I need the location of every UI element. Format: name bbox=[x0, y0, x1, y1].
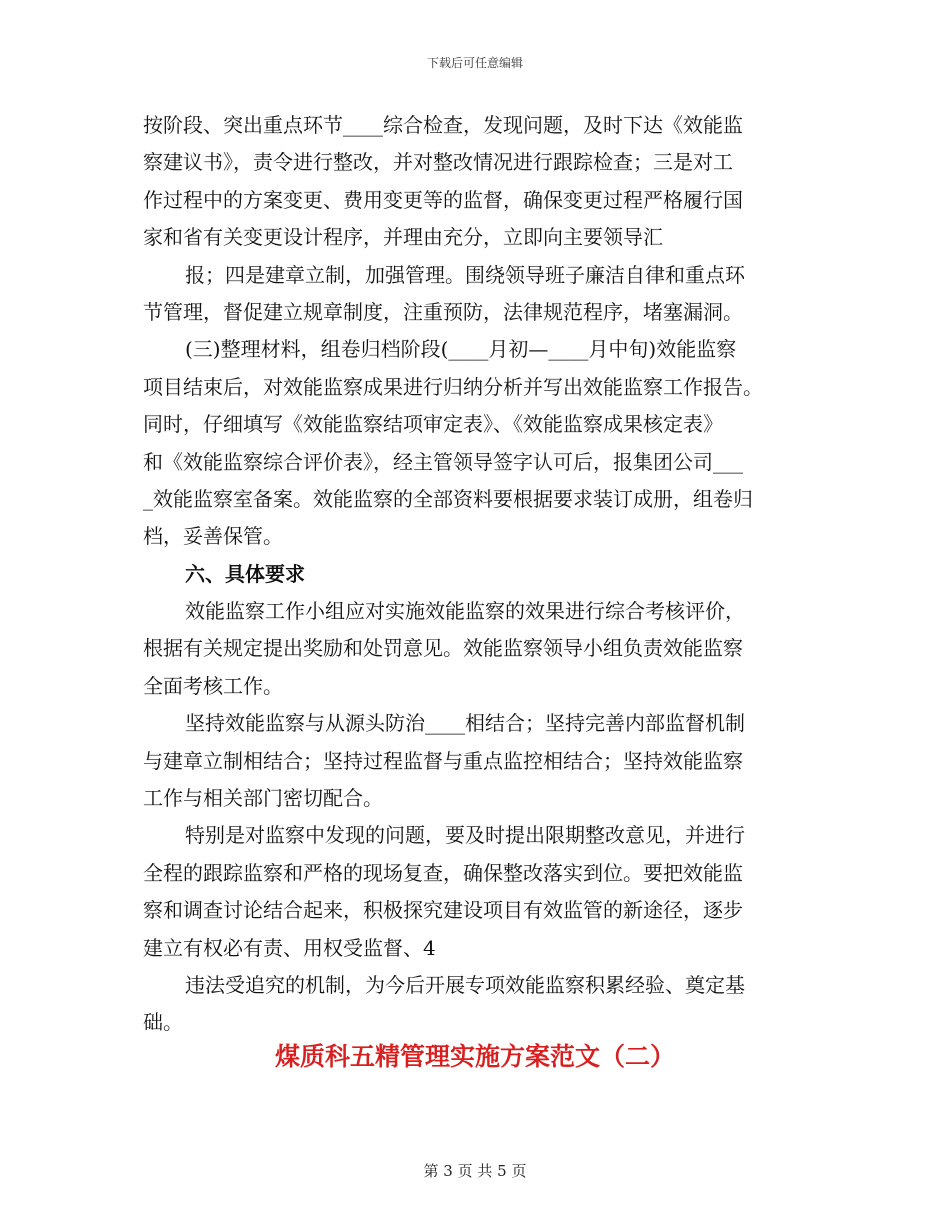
paragraph-line: 根据有关规定提出奖励和处罚意见。效能监察领导小组负责效能监察 bbox=[143, 636, 743, 661]
paragraph-line: (三)整理材料，组卷归档阶段(____月初—____月中旬)效能监察 bbox=[185, 337, 737, 362]
paragraph-line: 同时，仔细填写《效能监察结项审定表》、《效能监察成果核定表》 bbox=[143, 412, 723, 437]
paragraph-line: 建立有权必有责、用权受监督、4 bbox=[143, 935, 436, 960]
page-number: 第 3 页 共 5 页 bbox=[423, 1162, 527, 1180]
paragraph-line: 全程的跟踪监察和严格的现场复查，确保整改落实到位。要把效能监 bbox=[143, 860, 743, 885]
paragraph-line: 按阶段、突出重点环节____综合检查，发现问题，及时下达《效能监 bbox=[143, 113, 743, 137]
paragraph-line: 档，妥善保管。 bbox=[143, 524, 283, 549]
paragraph-line: 全面考核工作。 bbox=[143, 673, 283, 698]
paragraph-line: 察和调查讨论结合起来，积极探究建设项目有效监管的新途径，逐步 bbox=[143, 898, 743, 923]
paragraph-line: 察建议书》，责令进行整改，并对整改情况进行跟踪检查；三是对工 bbox=[143, 150, 733, 175]
section-heading: 六、具体要求 bbox=[185, 561, 305, 586]
header-note: 下载后可任意编辑 bbox=[426, 56, 523, 70]
paragraph-line: 家和省有关变更设计程序，并理由充分，立即向主要领导汇 bbox=[143, 225, 663, 250]
paragraph-line: 报；四是建章立制，加强管理。围绕领导班子廉洁自律和重点环 bbox=[185, 262, 745, 287]
document-body bbox=[143, 107, 803, 1042]
paragraph-line: 节管理，督促建立规章制度，注重预防，法律规范程序，堵塞漏洞。 bbox=[143, 299, 743, 324]
paragraph-line: 项目结束后，对效能监察成果进行归纳分析并写出效能监察工作报告。 bbox=[143, 374, 763, 399]
paragraph-line: 作过程中的方案变更、费用变更等的监督，确保变更过程严格履行国 bbox=[143, 187, 743, 212]
paragraph-line: 违法受追究的机制，为今后开展专项效能监察积累经验、奠定基 bbox=[185, 972, 745, 997]
paragraph-line: 工作与相关部门密切配合。 bbox=[143, 786, 383, 811]
section-title: 煤质科五精管理实施方案范文（二） bbox=[274, 1042, 675, 1071]
paragraph-line: 础。 bbox=[143, 1010, 183, 1035]
paragraph-line: 与建章立制相结合；坚持过程监督与重点监控相结合；坚持效能监察 bbox=[143, 748, 743, 773]
paragraph-line: _效能监察室备案。效能监察的全部资料要根据要求装订成册，组卷归 bbox=[143, 486, 753, 511]
paragraph-line: 特别是对监察中发现的问题，要及时提出限期整改意见，并进行 bbox=[185, 823, 745, 848]
paragraph-line: 和《效能监察综合评价表》，经主管领导签字认可后，报集团公司___ bbox=[143, 449, 743, 474]
paragraph-line: 效能监察工作小组应对实施效能监察的效果进行综合考核评价， bbox=[185, 599, 745, 624]
paragraph-line: 坚持效能监察与从源头防治____相结合；坚持完善内部监督机制 bbox=[185, 711, 745, 736]
